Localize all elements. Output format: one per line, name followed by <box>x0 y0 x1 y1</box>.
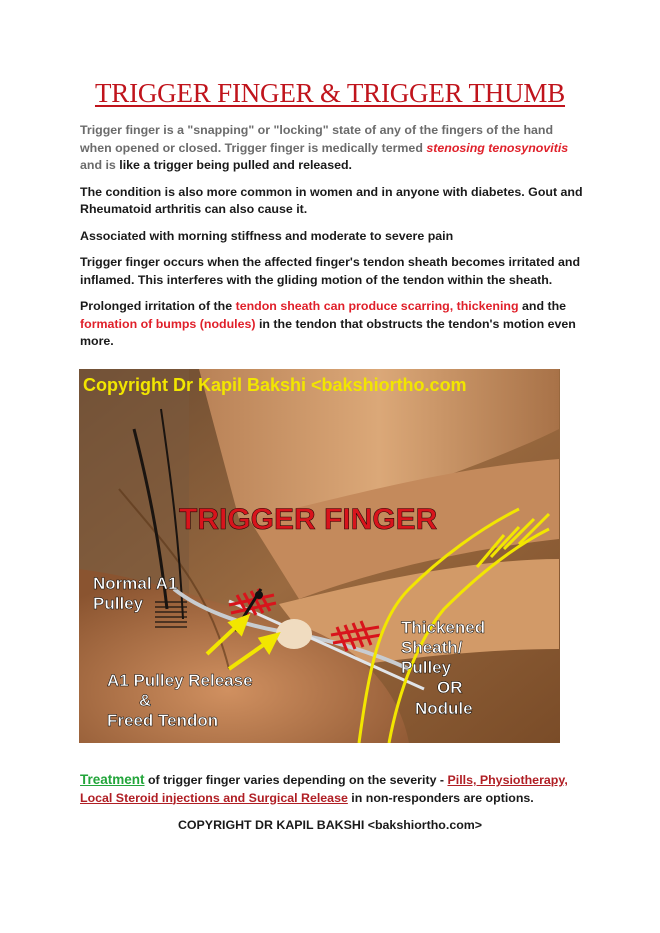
definition-and: and is <box>80 158 120 172</box>
paragraph-definition <box>80 122 588 175</box>
label-normal-pulley-1: Normal A1 <box>93 574 178 593</box>
label-thickened-4: OR <box>437 678 463 697</box>
treatment-end: in non-responders are options. <box>347 790 534 805</box>
paragraph-cause: Trigger finger occurs when the affected finger's tendon sheath becomes irritated and inflamed. This interferes with the gliding motion of the tendon within the sheath. <box>80 255 581 287</box>
page-title: TRIGGER FINGER & TRIGGER THUMB <box>94 78 566 108</box>
label-release-1: A1 Pulley Release <box>107 671 253 690</box>
medical-term: stenosing tenosynovitis <box>426 140 569 155</box>
paragraph-symptoms: Associated with morning stiffness and moderate to severe pain <box>80 228 454 243</box>
progression-highlight-nodules: formation of bumps (nodules) <box>80 316 256 331</box>
treatment-options-link[interactable]: Pills, Physiotherapy, Local Steroid injections and Surgical Release <box>80 773 568 805</box>
photo-watermark: Copyright Dr Kapil Bakshi <bakshiortho.com <box>83 375 467 395</box>
label-normal-pulley-2: Pulley <box>93 594 144 613</box>
label-release-2: & <box>139 691 152 710</box>
progression-intro: Prolonged irritation of the <box>80 299 236 313</box>
paragraph-progression <box>80 298 588 351</box>
label-thickened-2: Sheath/ <box>401 638 463 657</box>
nodule <box>276 619 312 649</box>
label-thickened-3: Pulley <box>401 658 452 677</box>
photo-heading: TRIGGER FINGER <box>179 503 438 536</box>
progression-end: in the tendon that obstructs the tendon's motion even more. <box>80 316 576 348</box>
treatment-paragraph <box>80 771 590 807</box>
label-thickened-1: Thickened <box>401 618 486 637</box>
label-thickened-5: Nodule <box>415 699 473 718</box>
definition-simile: like a trigger being pulled and released. <box>119 158 352 172</box>
treatment-text: of trigger finger varies depending on the severity - <box>144 773 448 787</box>
progression-highlight-sheath: tendon sheath can produce scarring, thickening <box>235 299 519 313</box>
article-body <box>80 122 588 360</box>
treatment-link[interactable]: Treatment <box>80 772 145 787</box>
label-release-3: Freed Tendon <box>107 711 219 730</box>
definition-intro: Trigger finger is a "snapping" or "locking" state of any of the fingers of the hand when opened or closed. Trigger finger is medically termed <box>80 123 554 155</box>
paragraph-risk-factors: The condition is also more common in women and in anyone with diabetes. Gout and Rheumatoid arthritis can also cause it. <box>80 184 583 216</box>
progression-and: and the <box>518 299 567 313</box>
copyright-footer: COPYRIGHT DR KAPIL BAKSHI <bakshiortho.com> <box>177 818 483 832</box>
annotated-hand-photo <box>79 369 560 743</box>
